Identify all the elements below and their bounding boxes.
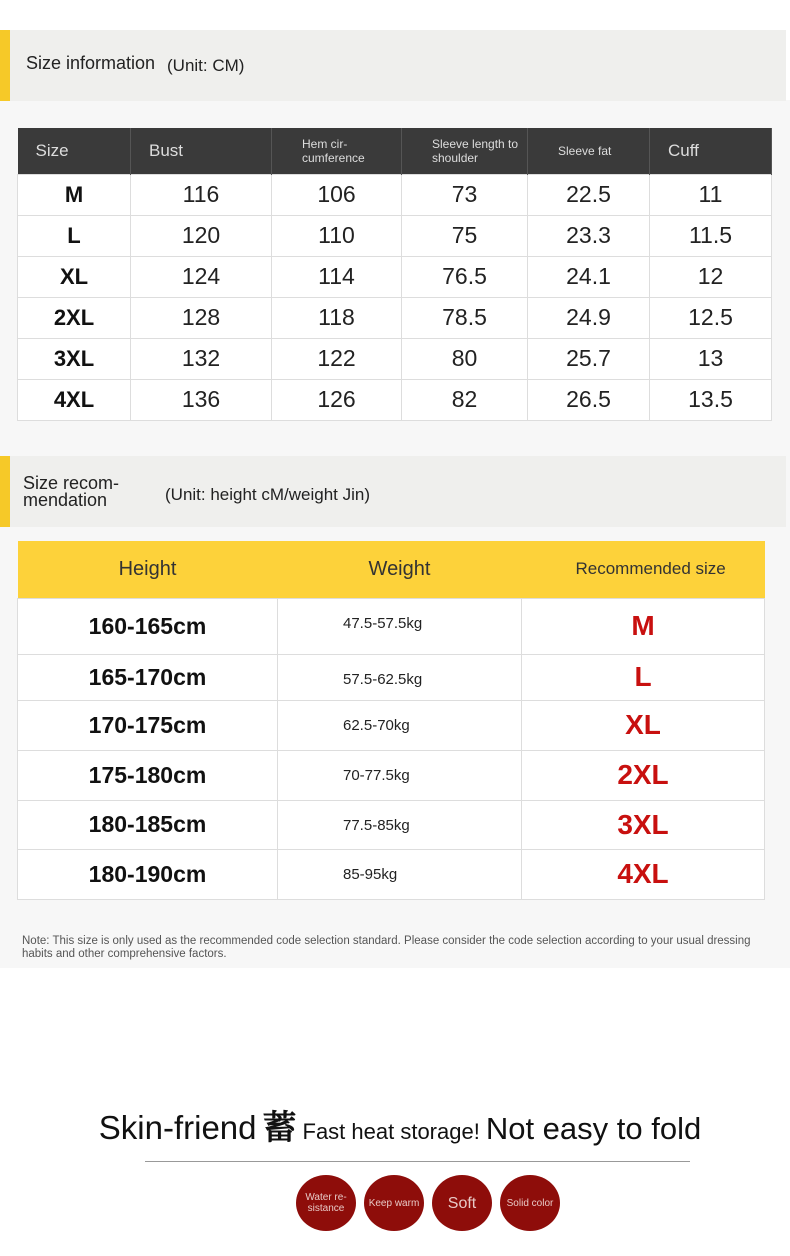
table-row xyxy=(18,338,772,379)
height-cell: 180-185cm xyxy=(18,800,278,849)
measure-cell: 128 xyxy=(131,297,272,338)
table-row xyxy=(18,215,772,256)
measure-cell: 120 xyxy=(131,215,272,256)
unit-label: (Unit: CM) xyxy=(167,56,245,75)
column-header: Size xyxy=(18,128,131,174)
measure-cell: 122 xyxy=(272,338,402,379)
slogan xyxy=(40,1100,760,1149)
table-row xyxy=(18,800,765,849)
divider xyxy=(145,1161,690,1162)
unit-label: (Unit: height cM/weight Jin) xyxy=(165,485,371,504)
slogan-part2: Fast heat storage! xyxy=(302,1119,480,1144)
measure-cell: 124 xyxy=(131,256,272,297)
table-row xyxy=(18,654,765,700)
column-header: Hem cir-cumference xyxy=(272,128,402,174)
height-cell: 165-170cm xyxy=(18,654,278,700)
column-header: Weight xyxy=(278,541,522,598)
table-row xyxy=(18,598,765,654)
table-row xyxy=(18,700,765,750)
size-cell: XL xyxy=(18,256,131,297)
slogan-glyph: 蓄 xyxy=(262,1109,297,1147)
measure-cell: 23.3 xyxy=(528,215,650,256)
measure-cell: 24.9 xyxy=(528,297,650,338)
size-rec-table xyxy=(17,541,765,900)
measure-cell: 126 xyxy=(272,379,402,420)
measure-cell: 106 xyxy=(272,174,402,215)
weight-cell: 57.5-62.5kg xyxy=(278,654,522,700)
weight-cell: 77.5-85kg xyxy=(278,800,522,849)
recommended-size-cell: M xyxy=(522,598,765,654)
measure-cell: 114 xyxy=(272,256,402,297)
accent-bar xyxy=(0,30,10,101)
column-header: Bust xyxy=(131,128,272,174)
size-cell: 3XL xyxy=(18,338,131,379)
size-cell: 4XL xyxy=(18,379,131,420)
section-title: Size recom-mendation xyxy=(23,473,120,510)
measure-cell: 110 xyxy=(272,215,402,256)
recommended-size-cell: 2XL xyxy=(522,750,765,800)
feature-badge: Solid color xyxy=(500,1175,560,1231)
measure-cell: 11 xyxy=(650,174,772,215)
table-row xyxy=(18,750,765,800)
table-row xyxy=(18,174,772,215)
column-header: Cuff xyxy=(650,128,772,174)
slogan-part1: Skin-friend xyxy=(98,1109,257,1146)
size-cell: 2XL xyxy=(18,297,131,338)
feature-badge: Keep warm xyxy=(364,1175,424,1231)
measure-cell: 26.5 xyxy=(528,379,650,420)
measure-cell: 116 xyxy=(131,174,272,215)
column-header: Recommended size xyxy=(522,541,765,598)
measure-cell: 24.1 xyxy=(528,256,650,297)
measure-cell: 22.5 xyxy=(528,174,650,215)
recommended-size-cell: 4XL xyxy=(522,849,765,899)
table-row xyxy=(18,379,772,420)
accent-bar xyxy=(0,456,10,527)
table-row xyxy=(18,297,772,338)
size-note: Note: This size is only used as the recommended code selection standard. Please consider the code selection according to your usual dressing habits and other comprehensive factors. xyxy=(22,935,751,960)
size-info-table xyxy=(17,128,772,421)
height-cell: 170-175cm xyxy=(18,700,278,750)
size-rec-header xyxy=(0,456,786,527)
height-cell: 160-165cm xyxy=(18,598,278,654)
weight-cell: 85-95kg xyxy=(278,849,522,899)
measure-cell: 11.5 xyxy=(650,215,772,256)
measure-cell: 25.7 xyxy=(528,338,650,379)
size-cell: M xyxy=(18,174,131,215)
measure-cell: 82 xyxy=(402,379,528,420)
measure-cell: 78.5 xyxy=(402,297,528,338)
column-header: Height xyxy=(18,541,278,598)
measure-cell: 12 xyxy=(650,256,772,297)
measure-cell: 118 xyxy=(272,297,402,338)
recommended-size-cell: XL xyxy=(522,700,765,750)
weight-cell: 62.5-70kg xyxy=(278,700,522,750)
table-row xyxy=(18,849,765,899)
weight-cell: 47.5-57.5kg xyxy=(278,598,522,654)
slogan-part3: Not easy to fold xyxy=(485,1111,702,1146)
column-header: Sleeve fat xyxy=(528,128,650,174)
table-row xyxy=(18,256,772,297)
measure-cell: 136 xyxy=(131,379,272,420)
measure-cell: 75 xyxy=(402,215,528,256)
section-title: Size information xyxy=(26,53,156,73)
measure-cell: 76.5 xyxy=(402,256,528,297)
measure-cell: 13 xyxy=(650,338,772,379)
recommended-size-cell: 3XL xyxy=(522,800,765,849)
weight-cell: 70-77.5kg xyxy=(278,750,522,800)
measure-cell: 13.5 xyxy=(650,379,772,420)
size-info-header xyxy=(0,30,786,101)
height-cell: 180-190cm xyxy=(18,849,278,899)
measure-cell: 12.5 xyxy=(650,297,772,338)
column-header: Sleeve length to shoulder xyxy=(402,128,528,174)
measure-cell: 73 xyxy=(402,174,528,215)
feature-badge: Soft xyxy=(432,1175,492,1231)
height-cell: 175-180cm xyxy=(18,750,278,800)
feature-badge: Water re-sistance xyxy=(296,1175,356,1231)
recommended-size-cell: L xyxy=(522,654,765,700)
measure-cell: 132 xyxy=(131,338,272,379)
size-cell: L xyxy=(18,215,131,256)
measure-cell: 80 xyxy=(402,338,528,379)
